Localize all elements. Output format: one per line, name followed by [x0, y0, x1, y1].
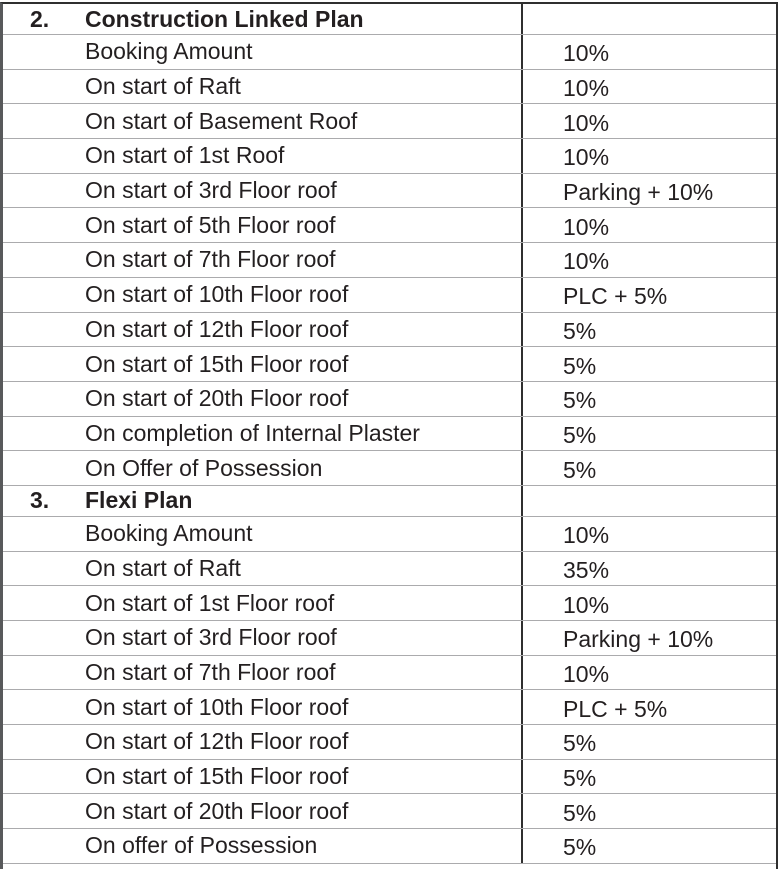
section-number: 3.	[30, 487, 50, 514]
payment-cell	[523, 139, 776, 173]
table-row	[3, 243, 776, 278]
milestone-cell	[3, 174, 523, 208]
payment-cell	[523, 621, 776, 655]
milestone-label: On start of 12th Floor roof	[85, 315, 349, 342]
payment-cell	[523, 208, 776, 242]
milestone-cell	[3, 70, 523, 104]
milestone-cell	[3, 517, 523, 551]
payment-value: 10%	[563, 213, 610, 240]
milestone-label: Booking Amount	[85, 520, 253, 547]
payment-cell	[523, 35, 776, 69]
table-row	[3, 586, 776, 621]
table-row	[3, 313, 776, 348]
table-row	[3, 517, 776, 552]
payment-value: 10%	[563, 248, 610, 275]
milestone-label: On completion of Internal Plaster	[85, 419, 420, 446]
payment-cell	[523, 70, 776, 104]
milestone-cell	[3, 208, 523, 242]
payment-cell	[523, 690, 776, 724]
milestone-label: On start of 15th Floor roof	[85, 350, 349, 377]
payment-value: 5%	[563, 421, 597, 448]
payment-cell	[523, 104, 776, 138]
payment-value: 5%	[563, 765, 597, 792]
section-header-cell	[3, 486, 523, 516]
milestone-cell	[3, 382, 523, 416]
payment-value: 5%	[563, 352, 597, 379]
payment-value: 10%	[563, 661, 610, 688]
milestone-label: On start of 7th Floor roof	[85, 246, 336, 273]
table-row	[3, 451, 776, 486]
milestone-label: On Offer of Possession	[85, 454, 323, 481]
milestone-cell	[3, 313, 523, 347]
payment-value: 10%	[563, 40, 610, 67]
milestone-label: On offer of Possession	[85, 832, 318, 859]
table-row	[3, 104, 776, 139]
milestone-cell	[3, 586, 523, 620]
payment-cell	[523, 174, 776, 208]
section-header-cell	[3, 4, 523, 34]
table-body	[3, 4, 776, 864]
table-row	[3, 278, 776, 313]
milestone-cell	[3, 35, 523, 69]
payment-value: 10%	[563, 522, 610, 549]
section-value-cell	[523, 4, 776, 34]
table-row	[3, 656, 776, 691]
payment-value: 5%	[563, 730, 597, 757]
milestone-cell	[3, 139, 523, 173]
table-row	[3, 621, 776, 656]
milestone-cell	[3, 829, 523, 863]
payment-cell	[523, 451, 776, 485]
section-header-row	[3, 486, 776, 517]
milestone-label: On start of 5th Floor roof	[85, 211, 336, 238]
section-header-row	[3, 4, 776, 35]
milestone-cell	[3, 451, 523, 485]
table-row	[3, 417, 776, 452]
payment-cell	[523, 656, 776, 690]
milestone-label: On start of 20th Floor roof	[85, 385, 349, 412]
table-row	[3, 382, 776, 417]
section-title: Construction Linked Plan	[85, 5, 364, 32]
section-title: Flexi Plan	[85, 487, 193, 514]
payment-plan-table	[0, 2, 778, 869]
table-row	[3, 690, 776, 725]
payment-cell	[523, 829, 776, 863]
payment-cell	[523, 794, 776, 828]
milestone-cell	[3, 243, 523, 277]
payment-value: 10%	[563, 591, 610, 618]
payment-value: PLC + 5%	[563, 695, 668, 722]
milestone-label: On start of 10th Floor roof	[85, 693, 349, 720]
milestone-label: On start of Raft	[85, 73, 241, 100]
payment-value: 5%	[563, 317, 597, 344]
milestone-label: On start of 12th Floor roof	[85, 728, 349, 755]
milestone-cell	[3, 552, 523, 586]
payment-value: Parking + 10%	[563, 179, 714, 206]
milestone-label: On start of 15th Floor roof	[85, 763, 349, 790]
milestone-label: On start of Basement Roof	[85, 107, 358, 134]
milestone-cell	[3, 621, 523, 655]
table-row	[3, 552, 776, 587]
milestone-label: On start of 3rd Floor roof	[85, 624, 337, 651]
section-value-cell	[523, 486, 776, 516]
payment-value: 5%	[563, 456, 597, 483]
payment-cell	[523, 382, 776, 416]
milestone-cell	[3, 104, 523, 138]
table-row	[3, 794, 776, 829]
milestone-cell	[3, 278, 523, 312]
table-row	[3, 208, 776, 243]
milestone-label: On start of Raft	[85, 554, 241, 581]
milestone-label: On start of 1st Roof	[85, 142, 285, 169]
table-row	[3, 35, 776, 70]
milestone-cell	[3, 417, 523, 451]
payment-cell	[523, 347, 776, 381]
milestone-label: On start of 7th Floor roof	[85, 659, 336, 686]
payment-cell	[523, 517, 776, 551]
payment-value: 5%	[563, 799, 597, 826]
milestone-cell	[3, 725, 523, 759]
payment-value: Parking + 10%	[563, 626, 714, 653]
table-row	[3, 174, 776, 209]
payment-cell	[523, 725, 776, 759]
payment-value: 10%	[563, 75, 610, 102]
table-row	[3, 829, 776, 864]
table-row	[3, 760, 776, 795]
payment-cell	[523, 552, 776, 586]
payment-cell	[523, 243, 776, 277]
payment-value: 10%	[563, 109, 610, 136]
milestone-cell	[3, 690, 523, 724]
payment-cell	[523, 586, 776, 620]
payment-value: PLC + 5%	[563, 283, 668, 310]
payment-value: 10%	[563, 144, 610, 171]
milestone-label: On start of 3rd Floor roof	[85, 177, 337, 204]
milestone-cell	[3, 794, 523, 828]
milestone-label: On start of 1st Floor roof	[85, 589, 335, 616]
table-row	[3, 139, 776, 174]
payment-cell	[523, 313, 776, 347]
milestone-label: On start of 10th Floor roof	[85, 281, 349, 308]
payment-value: 35%	[563, 556, 610, 583]
milestone-label: On start of 20th Floor roof	[85, 797, 349, 824]
payment-cell	[523, 417, 776, 451]
milestone-cell	[3, 347, 523, 381]
table-row	[3, 725, 776, 760]
milestone-label: Booking Amount	[85, 38, 253, 65]
milestone-cell	[3, 760, 523, 794]
payment-cell	[523, 760, 776, 794]
milestone-cell	[3, 656, 523, 690]
payment-value: 5%	[563, 387, 597, 414]
section-number: 2.	[30, 5, 50, 32]
table-row	[3, 347, 776, 382]
payment-cell	[523, 278, 776, 312]
table-row	[3, 70, 776, 105]
payment-value: 5%	[563, 834, 597, 861]
